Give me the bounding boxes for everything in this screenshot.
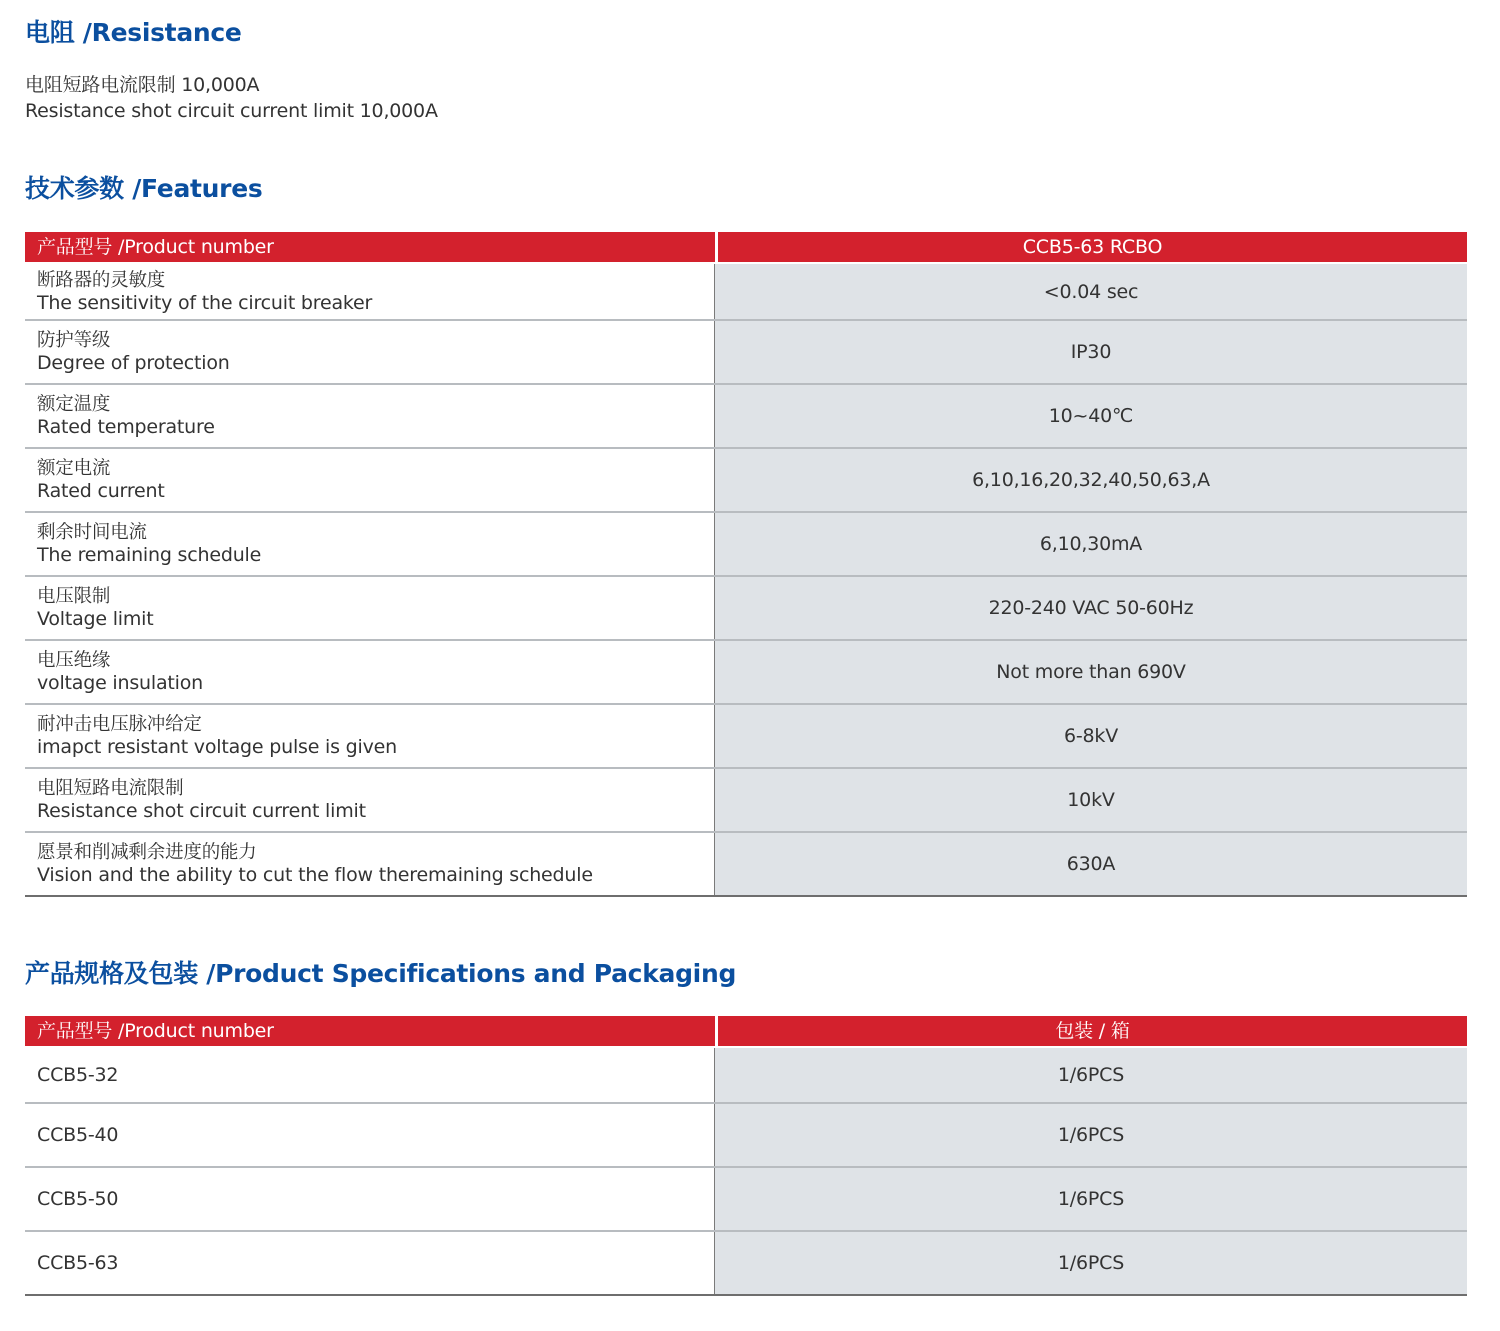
packaging-value: 1/6PCS bbox=[715, 1048, 1467, 1102]
table-row bbox=[25, 1048, 1467, 1104]
feature-label-zh: 电压绝缘 bbox=[37, 650, 111, 671]
feature-label bbox=[25, 833, 715, 895]
feature-label-en: Rated temperature bbox=[37, 416, 215, 438]
packaging-table-header bbox=[25, 1016, 1467, 1048]
feature-label-en: The sensitivity of the circuit breaker bbox=[37, 291, 373, 314]
feature-value: 630A bbox=[715, 833, 1467, 895]
packaging-table bbox=[25, 1016, 1467, 1296]
table-row bbox=[25, 449, 1467, 513]
feature-label-en: Resistance shot circuit current limit bbox=[37, 800, 366, 822]
feature-label bbox=[25, 641, 715, 703]
feature-value: <0.04 sec bbox=[715, 264, 1467, 319]
table-row bbox=[25, 577, 1467, 641]
feature-value: Not more than 690V bbox=[715, 641, 1467, 703]
feature-label-zh: 额定电流 bbox=[37, 458, 111, 479]
feature-label bbox=[25, 264, 715, 319]
feature-label bbox=[25, 321, 715, 383]
features-header-model: CCB5-63 RCBO bbox=[718, 232, 1467, 262]
feature-value: 6-8kV bbox=[715, 705, 1467, 767]
feature-label bbox=[25, 513, 715, 575]
feature-label-en: Degree of protection bbox=[37, 352, 230, 374]
table-row bbox=[25, 385, 1467, 449]
table-row bbox=[25, 1232, 1467, 1296]
packaging-header-product-number: 产品型号 /Product number bbox=[25, 1016, 715, 1046]
resistance-line-zh: 电阻短路电流限制 10,000A bbox=[25, 74, 260, 96]
packaging-model bbox=[25, 1104, 715, 1166]
feature-label bbox=[25, 449, 715, 511]
packaging-header-package: 包装 / 箱 bbox=[718, 1016, 1467, 1046]
packaging-model-text: CCB5-63 bbox=[37, 1252, 119, 1274]
feature-value: 6,10,30mA bbox=[715, 513, 1467, 575]
features-header-product-number: 产品型号 /Product number bbox=[25, 232, 715, 262]
table-row bbox=[25, 769, 1467, 833]
packaging-section-title: 产品规格及包装 /Product Specifications and Packaging bbox=[25, 959, 737, 988]
feature-label bbox=[25, 385, 715, 447]
feature-value: 10kV bbox=[715, 769, 1467, 831]
feature-label-zh: 防护等级 bbox=[37, 330, 111, 351]
table-row bbox=[25, 833, 1467, 897]
table-row bbox=[25, 641, 1467, 705]
feature-label-zh: 断路器的灵敏度 bbox=[37, 269, 166, 291]
feature-label-zh: 电阻短路电流限制 bbox=[37, 778, 184, 799]
feature-label-en: Vision and the ability to cut the flow theremaining schedule bbox=[37, 864, 593, 886]
table-row bbox=[25, 1104, 1467, 1168]
features-table bbox=[25, 232, 1467, 897]
feature-label-en: Rated current bbox=[37, 480, 165, 502]
packaging-model bbox=[25, 1232, 715, 1294]
features-section-title: 技术参数 /Features bbox=[25, 174, 263, 203]
feature-label-zh: 电压限制 bbox=[37, 586, 111, 607]
packaging-model-text: CCB5-32 bbox=[37, 1064, 119, 1086]
feature-label bbox=[25, 705, 715, 767]
feature-label bbox=[25, 577, 715, 639]
resistance-section-title: 电阻 /Resistance bbox=[25, 18, 242, 47]
packaging-value: 1/6PCS bbox=[715, 1232, 1467, 1294]
packaging-model bbox=[25, 1168, 715, 1230]
table-row bbox=[25, 264, 1467, 321]
feature-label-en: imapct resistant voltage pulse is given bbox=[37, 736, 397, 758]
table-row bbox=[25, 321, 1467, 385]
feature-label-zh: 额定温度 bbox=[37, 394, 111, 415]
resistance-line-en: Resistance shot circuit current limit 10,000A bbox=[25, 100, 438, 122]
feature-label-en: Voltage limit bbox=[37, 608, 154, 630]
packaging-model bbox=[25, 1048, 715, 1102]
features-table-header bbox=[25, 232, 1467, 264]
table-row bbox=[25, 1168, 1467, 1232]
feature-value: 220-240 VAC 50-60Hz bbox=[715, 577, 1467, 639]
feature-label-zh: 耐冲击电压脉冲给定 bbox=[37, 714, 202, 735]
table-row bbox=[25, 705, 1467, 769]
packaging-value: 1/6PCS bbox=[715, 1168, 1467, 1230]
feature-label-en: voltage insulation bbox=[37, 672, 204, 694]
packaging-model-text: CCB5-50 bbox=[37, 1188, 119, 1210]
feature-label-zh: 愿景和削减剩余进度的能力 bbox=[37, 842, 257, 863]
feature-label-en: The remaining schedule bbox=[37, 544, 262, 566]
packaging-model-text: CCB5-40 bbox=[37, 1124, 119, 1146]
feature-label bbox=[25, 769, 715, 831]
table-row bbox=[25, 513, 1467, 577]
packaging-value: 1/6PCS bbox=[715, 1104, 1467, 1166]
feature-label-zh: 剩余时间电流 bbox=[37, 522, 147, 543]
feature-value: IP30 bbox=[715, 321, 1467, 383]
feature-value: 6,10,16,20,32,40,50,63,A bbox=[715, 449, 1467, 511]
resistance-description bbox=[25, 72, 438, 124]
feature-value: 10~40℃ bbox=[715, 385, 1467, 447]
